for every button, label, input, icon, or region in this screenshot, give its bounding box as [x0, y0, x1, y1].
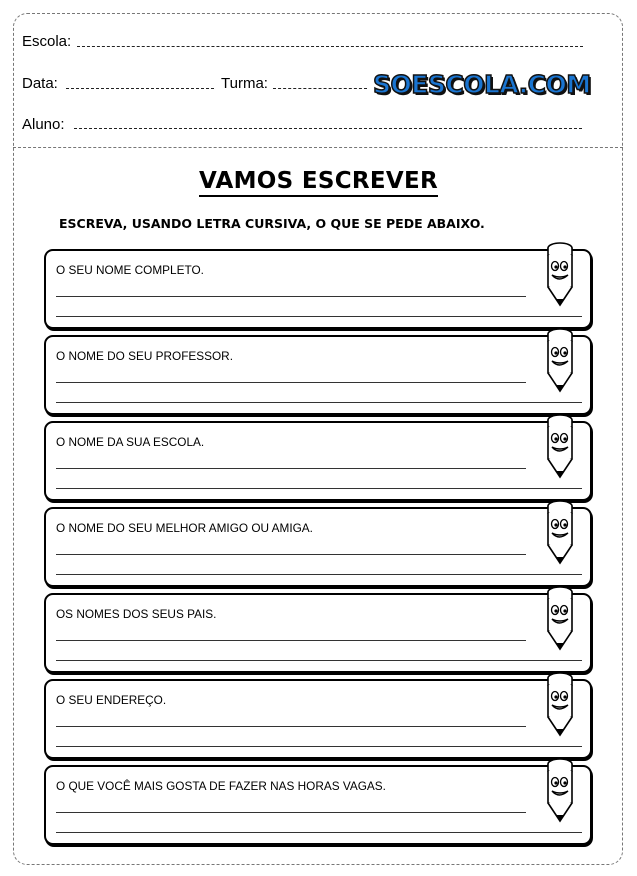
question-box-7 [44, 765, 592, 845]
answer-line[interactable] [56, 316, 582, 317]
question-label: O NOME DO SEU PROFESSOR. [56, 349, 233, 363]
answer-line[interactable] [56, 488, 582, 489]
question-box-1 [44, 249, 592, 329]
answer-line[interactable] [56, 812, 526, 813]
answer-line[interactable] [56, 296, 526, 297]
school-label: Escola: [22, 33, 72, 50]
answer-line[interactable] [56, 574, 582, 575]
answer-line[interactable] [56, 726, 526, 727]
site-logo: SOESCOLA.COM [373, 70, 591, 99]
answer-line[interactable] [56, 554, 526, 555]
pencil-icon [536, 497, 584, 569]
date-label: Data: [22, 75, 58, 92]
question-box-3 [44, 421, 592, 501]
question-label: OS NOMES DOS SEUS PAIS. [56, 607, 217, 621]
question-box-5 [44, 593, 592, 673]
answer-line[interactable] [56, 382, 526, 383]
class-field[interactable] [273, 88, 367, 89]
question-label: O QUE VOCÊ MAIS GOSTA DE FAZER NAS HORAS VAGAS. [56, 779, 386, 793]
question-box-2 [44, 335, 592, 415]
pencil-icon [536, 411, 584, 483]
worksheet-title: VAMOS ESCREVER [0, 168, 637, 194]
answer-line[interactable] [56, 832, 582, 833]
school-field[interactable] [77, 46, 583, 47]
question-label: O SEU ENDEREÇO. [56, 693, 167, 707]
header-divider [13, 147, 623, 148]
student-field[interactable] [74, 128, 582, 129]
pencil-icon [536, 669, 584, 741]
answer-line[interactable] [56, 402, 582, 403]
answer-line[interactable] [56, 746, 582, 747]
answer-line[interactable] [56, 468, 526, 469]
question-box-6 [44, 679, 592, 759]
pencil-icon [536, 325, 584, 397]
question-label: O SEU NOME COMPLETO. [56, 263, 204, 277]
pencil-icon [536, 755, 584, 827]
class-label: Turma: [221, 75, 268, 92]
question-label: O NOME DO SEU MELHOR AMIGO OU AMIGA. [56, 521, 313, 535]
question-box-4 [44, 507, 592, 587]
pencil-icon [536, 239, 584, 311]
instruction-text: ESCREVA, USANDO LETRA CURSIVA, O QUE SE PEDE ABAIXO. [59, 216, 485, 231]
date-field[interactable] [66, 88, 214, 89]
answer-line[interactable] [56, 640, 526, 641]
answer-line[interactable] [56, 660, 582, 661]
student-label: Aluno: [22, 116, 65, 133]
question-label: O NOME DA SUA ESCOLA. [56, 435, 205, 449]
pencil-icon [536, 583, 584, 655]
